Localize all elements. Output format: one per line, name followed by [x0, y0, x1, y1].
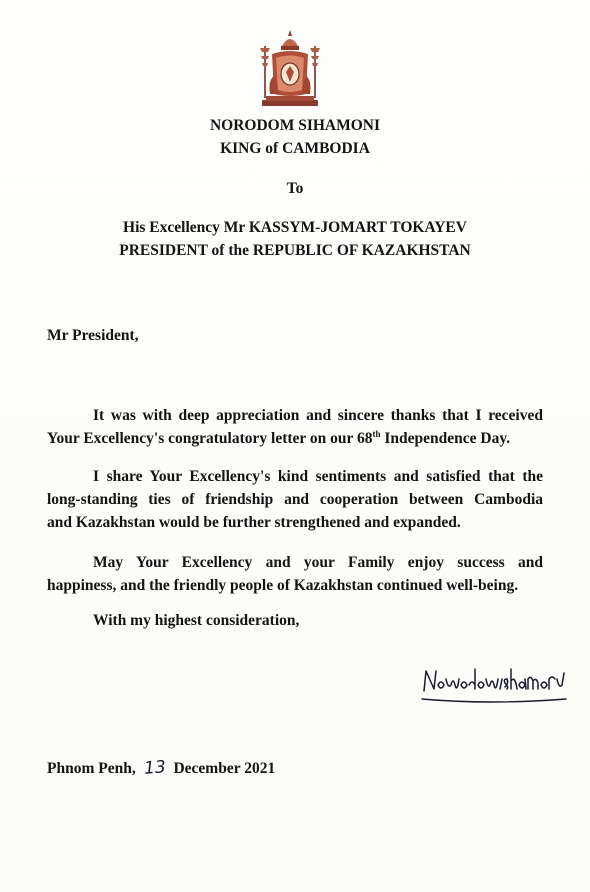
paragraph-1-line-1: It was with deep appreciation and sincere thanks that I received: [93, 407, 543, 424]
dateline-day-handwritten: 13: [143, 757, 167, 779]
paragraph-2-line-1: I share Your Excellency's kind sentiments and satisfied that the: [93, 468, 543, 485]
recipient-title: PRESIDENT of the REPUBLIC OF KAZAKHSTAN: [119, 242, 471, 259]
handwritten-signature: [420, 665, 570, 711]
paragraph-2: [47, 465, 543, 534]
royal-coat-of-arms-emblem: [256, 28, 324, 110]
paragraph-2-line-2: long-standing ties of friendship and cooperation between Cambodia: [47, 491, 543, 508]
paragraph-1: [47, 404, 543, 450]
sender-name: NORODOM SIHAMONI: [209, 117, 381, 134]
to-label: To: [286, 180, 304, 197]
paragraph-3-line-2: happiness, and the friendly people of Kazakhstan continued well-being.: [47, 577, 519, 594]
paragraph-3: [47, 551, 543, 597]
paragraph-2-line-3: and Kazakhstan would be further strengthened and expanded.: [47, 514, 461, 531]
closing-line: With my highest consideration,: [93, 612, 300, 629]
paragraph-3-line-1: May Your Excellency and your Family enjoy success and: [93, 554, 543, 571]
dateline: [47, 758, 275, 778]
sender-title: KING of CAMBODIA: [220, 140, 370, 157]
dateline-month-year: December 2021: [173, 760, 276, 777]
paragraph-1-line-2: [47, 427, 543, 450]
dateline-place: Phnom Penh,: [47, 760, 136, 777]
paragraph-1-line-2-end: Independence Day.: [380, 430, 511, 447]
recipient-name: His Excellency Mr KASSYM-JOMART TOKAYEV: [123, 219, 467, 236]
paragraph-1-line-2-text: Your Excellency's congratulatory letter on our 68: [47, 430, 373, 447]
ordinal-suffix: th: [372, 428, 381, 439]
salutation: Mr President,: [47, 327, 139, 344]
